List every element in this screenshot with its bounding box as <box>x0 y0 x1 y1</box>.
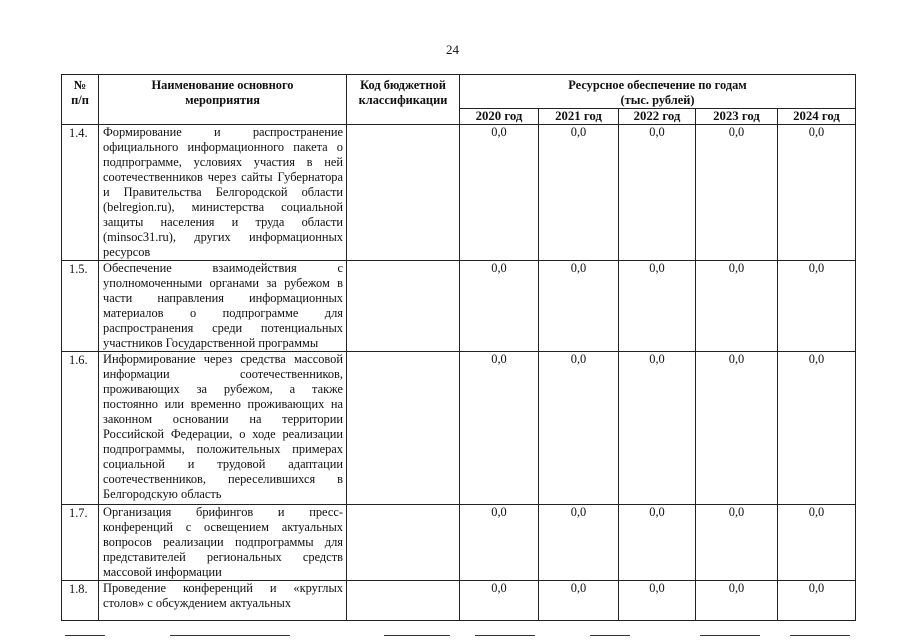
row-value-2022: 0,0 <box>619 581 696 621</box>
row-budget-code <box>347 352 460 505</box>
resource-table <box>61 74 856 621</box>
footer-rule <box>65 635 105 636</box>
header-code-line2: классификации <box>358 93 448 107</box>
row-value-2022: 0,0 <box>619 125 696 261</box>
page-bottom-edge <box>0 633 905 640</box>
footer-rule <box>170 635 290 636</box>
header-year-2020: 2020 год <box>460 109 539 125</box>
header-resources-line1: Ресурсное обеспечение по годам <box>568 78 747 92</box>
table-row <box>62 261 856 352</box>
header-resources-line2: (тыс. рублей) <box>620 93 695 107</box>
row-activity-name: Формирование и распространение официального информационного пакета о подпрограмме, условиях участия в ней соотечественников через сайты Губернатора и Правительства Белгородской области (belregion.ru), министерства социальной защиты населения и труда области (minsoc31.ru), других информационных ресурсов <box>99 125 347 261</box>
row-value-2024: 0,0 <box>778 505 856 581</box>
header-code <box>347 75 460 125</box>
header-number-line2: п/п <box>71 93 89 107</box>
header-year-2022: 2022 год <box>619 109 696 125</box>
row-value-2021: 0,0 <box>539 505 619 581</box>
row-value-2024: 0,0 <box>778 261 856 352</box>
table-row <box>62 581 856 621</box>
row-activity-name: Информирование через средства массовой информации соотечественников, проживающих за рубежом, а также постоянно или временно проживающих на законном основании на территории Российской Федерации, о ходе реализации подпрограммы, положительных примерах социальной и трудовой адаптации соотечественников, переселившихся в Белгородскую область <box>99 352 347 505</box>
row-value-2020: 0,0 <box>460 352 539 505</box>
row-value-2023: 0,0 <box>696 581 778 621</box>
row-value-2023: 0,0 <box>696 261 778 352</box>
row-value-2023: 0,0 <box>696 125 778 261</box>
footer-rule <box>700 635 760 636</box>
row-value-2023: 0,0 <box>696 505 778 581</box>
footer-rule <box>384 635 450 636</box>
row-number: 1.7. <box>62 505 99 581</box>
row-value-2024: 0,0 <box>778 581 856 621</box>
row-budget-code <box>347 261 460 352</box>
header-code-line1: Код бюджетной <box>360 78 446 92</box>
footer-rule <box>475 635 535 636</box>
row-number: 1.4. <box>62 125 99 261</box>
row-value-2021: 0,0 <box>539 125 619 261</box>
row-activity-name: Организация брифингов и пресс-конференций с освещением актуальных вопросов реализации подпрограммы для представителей региональных средств массовой информации <box>99 505 347 581</box>
page-number: 24 <box>446 42 459 57</box>
row-number: 1.8. <box>62 581 99 621</box>
header-name-line1: Наименование основного <box>151 78 294 92</box>
row-activity-name: Проведение конференций и «круглых столов» с обсуждением актуальных <box>99 581 347 621</box>
row-value-2022: 0,0 <box>619 261 696 352</box>
row-value-2024: 0,0 <box>778 125 856 261</box>
table-row <box>62 352 856 505</box>
header-year-2024: 2024 год <box>778 109 856 125</box>
row-number: 1.5. <box>62 261 99 352</box>
row-activity-name: Обеспечение взаимодействия с уполномоченными органами за рубежом в части направления информационных материалов о подпрограмме для распространения среди потенциальных участников Государственной программы <box>99 261 347 352</box>
row-number: 1.6. <box>62 352 99 505</box>
row-budget-code <box>347 125 460 261</box>
row-value-2021: 0,0 <box>539 581 619 621</box>
header-name-line2: мероприятия <box>185 93 260 107</box>
table-row <box>62 125 856 261</box>
header-number <box>62 75 99 125</box>
row-value-2021: 0,0 <box>539 352 619 505</box>
row-value-2020: 0,0 <box>460 125 539 261</box>
row-value-2020: 0,0 <box>460 581 539 621</box>
footer-rule <box>790 635 850 636</box>
row-value-2020: 0,0 <box>460 505 539 581</box>
row-value-2022: 0,0 <box>619 352 696 505</box>
footer-rule <box>590 635 630 636</box>
header-year-2023: 2023 год <box>696 109 778 125</box>
header-year-2021: 2021 год <box>539 109 619 125</box>
header-number-line1: № <box>73 78 87 92</box>
table-row <box>62 505 856 581</box>
row-value-2022: 0,0 <box>619 505 696 581</box>
row-value-2023: 0,0 <box>696 352 778 505</box>
row-value-2024: 0,0 <box>778 352 856 505</box>
row-value-2020: 0,0 <box>460 261 539 352</box>
header-resources <box>460 75 856 109</box>
row-budget-code <box>347 581 460 621</box>
row-value-2021: 0,0 <box>539 261 619 352</box>
row-budget-code <box>347 505 460 581</box>
header-name <box>99 75 347 125</box>
